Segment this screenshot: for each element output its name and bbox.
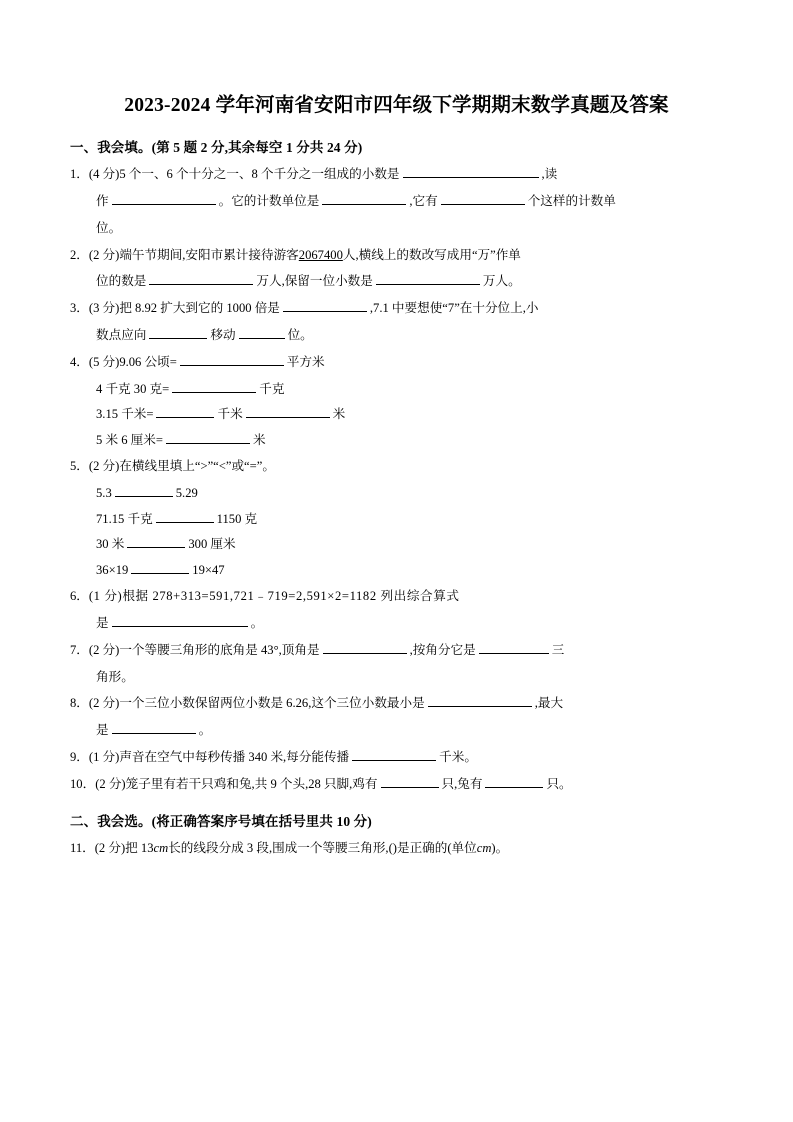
section-heading-2: 二、我会选。(将正确答案序号填在括号里共 10 分) <box>70 813 372 829</box>
answer-blank[interactable] <box>428 694 532 707</box>
question-1-line2 <box>70 189 723 215</box>
question-3-text-b: ,7.1 中要想使“7”在十分位上,小 <box>369 301 539 316</box>
question-6-text-b: 是 <box>96 615 109 630</box>
question-5-text-d: 71.15 千克 <box>96 511 153 526</box>
question-8-num: 8 <box>70 696 77 711</box>
question-4-line4 <box>70 428 723 454</box>
question-3-text-e: 位。 <box>287 327 313 342</box>
question-6: 6．(1 分)根据 278+313=591,721﹣719=2,591×2=1182 列出综合算式 <box>70 589 460 604</box>
answer-blank[interactable] <box>112 614 248 627</box>
question-4-text-c: 4 千克 30 克= <box>96 381 170 396</box>
question-4-text-f: 千米 <box>217 407 243 422</box>
question-4-text-i: 米 <box>252 433 266 448</box>
question-5-text-b: 5.3 <box>96 485 112 500</box>
question-5-line4 <box>70 532 723 558</box>
question-6-line2 <box>70 611 723 637</box>
question-10-text-c: 只。 <box>546 776 572 791</box>
answer-blank[interactable] <box>381 775 439 788</box>
answer-blank[interactable] <box>180 353 284 366</box>
question-1-text-b: ,读 <box>541 167 558 182</box>
question-2-line2 <box>70 269 723 295</box>
question-8: 8．(2 分)一个三位小数保留两位小数是 6.26,这个三位小数最小是 ,最大 <box>70 696 564 711</box>
question-9-text-a: (1 分)声音在空气中每秒传播 340 米,每分能传播 <box>88 749 350 764</box>
question-2-text-e: 万人。 <box>482 274 521 289</box>
question-3-line2 <box>70 323 723 349</box>
question-9-num: 9 <box>70 749 77 764</box>
answer-blank[interactable] <box>485 775 543 788</box>
question-3-text-c: 数点应向 <box>96 327 147 342</box>
answer-blank[interactable] <box>403 165 539 178</box>
question-4-text-h: 5 米 6 厘米= <box>96 433 163 448</box>
question-1-text-c: 作 <box>96 193 109 208</box>
question-4-text-a: (5 分)9.06 公顷= <box>88 354 177 369</box>
answer-blank[interactable] <box>127 535 185 548</box>
question-3: 3．(3 分)把 8.92 扩大到它的 1000 倍是 ,7.1 中要想使“7”在十分位上,小 <box>70 301 539 316</box>
question-4-num: 4 <box>70 354 77 369</box>
answer-blank[interactable] <box>246 405 330 418</box>
question-2-underlined-number: 2067400 <box>298 247 343 262</box>
question-2-num: 2 <box>70 247 77 262</box>
question-7-num: 7 <box>70 642 77 657</box>
question-4-text-b: 平方米 <box>286 354 325 369</box>
question-1: 1．(4 分)5 个一、6 个十分之一、8 个千分之一组成的小数是 ,读 <box>70 167 558 182</box>
question-9-text-b: 千米。 <box>439 749 477 764</box>
question-11-unit-b: cm <box>476 840 492 855</box>
question-8-text-d: 。 <box>198 723 212 738</box>
question-5-text-e: 1150 克 <box>216 511 258 526</box>
question-6-num: 6 <box>70 589 77 604</box>
question-5-text-h: 36×19 <box>96 563 129 578</box>
answer-blank[interactable] <box>441 192 525 205</box>
answer-blank[interactable] <box>239 326 285 339</box>
answer-blank[interactable] <box>323 641 407 654</box>
question-5-text-i: 19×47 <box>192 563 225 578</box>
answer-blank[interactable] <box>352 748 436 761</box>
answer-blank[interactable] <box>131 561 189 574</box>
question-8-text-c: 是 <box>96 723 109 738</box>
question-6-text-a: (1 分)根据 278+313=591,721﹣719=2,591×2=1182 列出综合算式 <box>88 589 460 604</box>
question-7-line2 <box>70 665 723 691</box>
answer-blank[interactable] <box>115 484 173 497</box>
question-1-text-g: 位。 <box>96 220 122 235</box>
question-1-text-d: 。它的计数单位是 <box>218 193 320 208</box>
question-5-line5 <box>70 558 723 584</box>
question-11: 11．(2 分)把 13cm长的线段分成 3 段,围成一个等腰三角形,()是正确的(单位cm)。 <box>70 840 509 855</box>
question-4-line2 <box>70 377 723 403</box>
question-2-text-a: (2 分)端午节期间,安阳市累计接待游客 <box>88 247 299 262</box>
answer-blank[interactable] <box>376 272 480 285</box>
question-8-text-a: (2 分)一个三位小数保留两位小数是 6.26,这个三位小数最小是 <box>88 696 425 711</box>
question-3-text-a: (3 分)把 8.92 扩大到它的 1000 倍是 <box>88 301 280 316</box>
section-heading-1: 一、我会填。(第 5 题 2 分,其余每空 1 分共 24 分) <box>70 140 363 156</box>
question-5-text-g: 300 厘米 <box>188 537 236 552</box>
question-11-text-b: 长的线段分成 3 段,围成一个等腰三角形,( <box>168 840 393 855</box>
answer-blank[interactable] <box>172 380 256 393</box>
answer-blank[interactable] <box>149 272 253 285</box>
page-title: 2023-2024 学年河南省安阳市四年级下学期期末数学真题及答案 <box>124 95 669 116</box>
question-4-text-g: 米 <box>332 407 346 422</box>
question-10: 10．(2 分)笼子里有若干只鸡和兔,共 9 个头,28 只脚,鸡有 只,兔有 只。 <box>70 776 572 791</box>
question-5-text-f: 30 米 <box>96 537 125 552</box>
answer-blank[interactable] <box>156 405 214 418</box>
question-5-num: 5 <box>70 459 77 473</box>
question-5-line3 <box>70 507 723 533</box>
question-11-unit-a: cm <box>153 840 169 855</box>
question-2: 2．(2 分)端午节期间,安阳市累计接待游客2067400人,横线上的数改写成用“万”作单 <box>70 247 521 262</box>
question-2-text-b: 人,横线上的数改写成用“万”作单 <box>342 247 521 262</box>
question-2-text-d: 万人,保留一位小数是 <box>256 274 373 289</box>
question-11-text-d: )。 <box>491 840 509 855</box>
question-4-text-e: 3.15 千米= <box>96 407 154 422</box>
question-5-line2 <box>70 481 723 507</box>
question-1-text-e: ,它有 <box>409 193 438 208</box>
question-10-text-a: (2 分)笼子里有若干只鸡和兔,共 9 个头,28 只脚,鸡有 <box>95 776 378 791</box>
question-9: 9．(1 分)声音在空气中每秒传播 340 米,每分能传播 千米。 <box>70 749 477 764</box>
question-1-line3 <box>70 216 723 242</box>
question-1-text-a: (4 分)5 个一、6 个十分之一、8 个千分之一组成的小数是 <box>88 167 400 182</box>
answer-blank[interactable] <box>283 299 367 312</box>
question-1-text-f: 个这样的计数单 <box>527 193 616 208</box>
question-6-text-c: 。 <box>250 615 264 630</box>
question-3-num: 3 <box>70 301 77 316</box>
question-5-text-c: 5.29 <box>175 485 198 500</box>
answer-blank[interactable] <box>166 431 250 444</box>
question-11-text-a: (2 分)把 13 <box>94 840 154 855</box>
question-3-text-d: 移动 <box>210 327 236 342</box>
question-8-text-b: ,最大 <box>534 696 564 711</box>
question-7-text-b: ,按角分它是 <box>409 642 476 657</box>
question-4: 4．(5 分)9.06 公顷= 平方米 <box>70 354 325 369</box>
question-11-num: 11 <box>70 840 83 855</box>
question-8-line2 <box>70 718 723 744</box>
question-5: 5．(2 分)在横线里填上“>”“<”或“=”。 <box>70 459 275 473</box>
question-4-text-d: 千克 <box>259 381 285 396</box>
question-7: 7．(2 分)一个等腰三角形的底角是 43°,顶角是 ,按角分它是 三 <box>70 642 565 657</box>
question-11-text-c: )是正确的(单位 <box>392 840 477 855</box>
question-1-num: 1 <box>70 167 77 182</box>
question-7-text-a: (2 分)一个等腰三角形的底角是 43°,顶角是 <box>88 642 320 657</box>
question-10-text-b: 只,兔有 <box>441 776 483 791</box>
question-2-text-c: 位的数是 <box>96 274 147 289</box>
question-7-text-c: 三 <box>551 642 565 657</box>
question-5-text-a: (2 分)在横线里填上“>”“<”或“=”。 <box>88 459 275 473</box>
answer-blank[interactable] <box>322 192 406 205</box>
answer-blank[interactable] <box>112 721 196 734</box>
answer-blank[interactable] <box>112 192 216 205</box>
answer-blank[interactable] <box>156 510 214 523</box>
question-7-text-d: 角形。 <box>96 669 134 684</box>
answer-blank[interactable] <box>479 641 549 654</box>
answer-blank[interactable] <box>149 326 207 339</box>
question-10-num: 10 <box>70 776 83 791</box>
question-4-line3 <box>70 402 723 428</box>
